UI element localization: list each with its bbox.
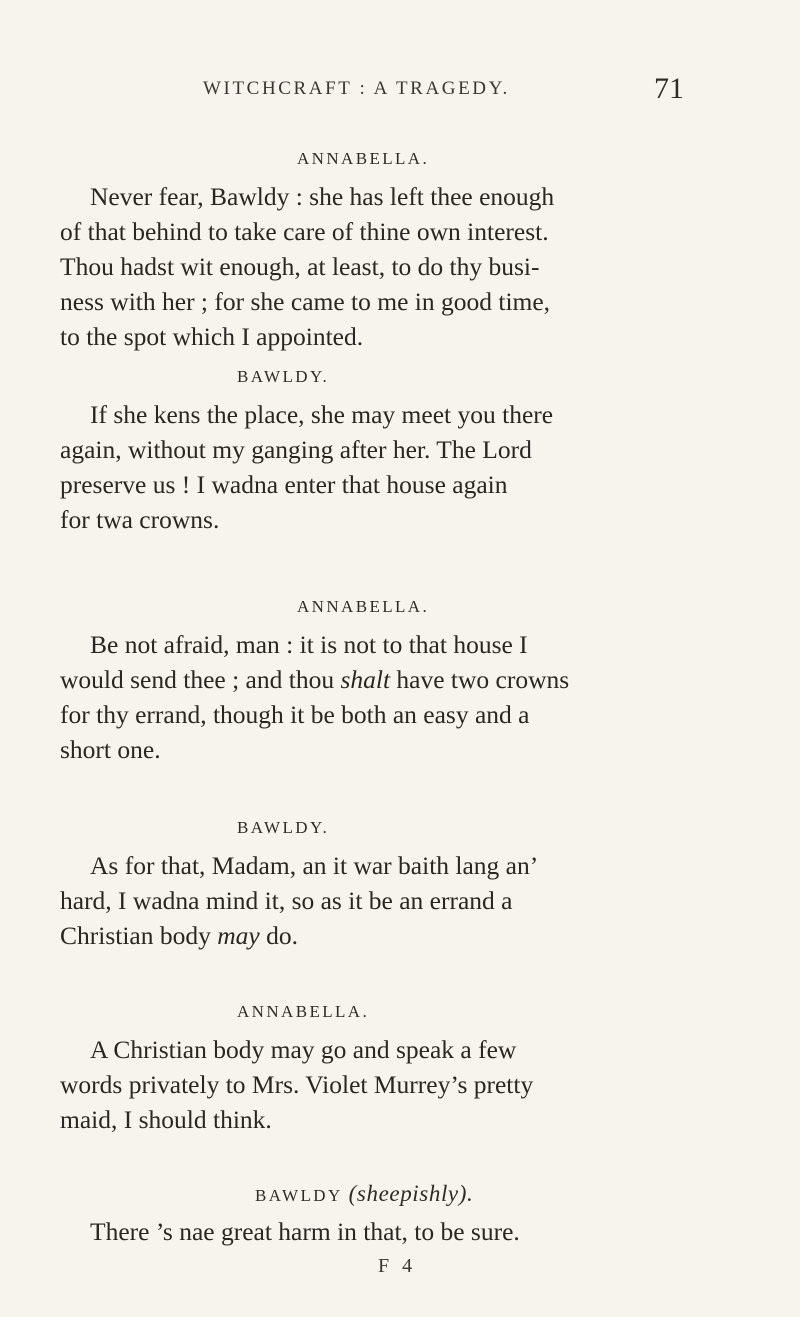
speech-line: Christian body may do. bbox=[60, 921, 298, 950]
speech-text bbox=[60, 179, 720, 354]
speaker-name: ANNABELLA. bbox=[297, 149, 430, 168]
speech-line: hard, I wadna mind it, so as it be an errand a bbox=[60, 886, 513, 915]
speech-line: for thy errand, though it be both an easy and a bbox=[60, 700, 530, 729]
speaker-name: BAWLDY bbox=[255, 1186, 343, 1205]
speech-line: short one. bbox=[60, 735, 161, 764]
speaker-name: ANNABELLA. bbox=[297, 597, 430, 616]
speech-line: to the spot which I appointed. bbox=[60, 322, 364, 351]
speech-line: words privately to Mrs. Violet Murrey’s pretty bbox=[60, 1070, 534, 1099]
speaker-name: BAWLDY. bbox=[237, 367, 330, 386]
speech-line: maid, I should think. bbox=[60, 1105, 272, 1134]
speech-block bbox=[60, 816, 720, 953]
speaker-line bbox=[60, 1182, 720, 1206]
speech-line: Never fear, Bawldy : she has left thee enough bbox=[90, 182, 555, 211]
signature-mark: F 4 bbox=[378, 1255, 417, 1277]
speech-line: If she kens the place, she may meet you there bbox=[90, 400, 554, 429]
emphasis: shalt bbox=[340, 665, 391, 694]
page-number: 71 bbox=[654, 72, 684, 105]
speech-line: ness with her ; for she came to me in good time, bbox=[60, 287, 551, 316]
speech-line: again, without my ganging after her. The Lord bbox=[60, 435, 532, 464]
speaker-name: BAWLDY. bbox=[237, 818, 330, 837]
speech-block bbox=[60, 1182, 720, 1249]
speech-line: Be not afraid, man : it is not to that house I bbox=[90, 630, 528, 659]
emphasis: may bbox=[217, 921, 260, 950]
speech-text bbox=[60, 848, 720, 953]
speech-block bbox=[60, 1000, 720, 1137]
speech-text bbox=[60, 1214, 720, 1249]
speech-line: There ’s nae great harm in that, to be sure. bbox=[90, 1217, 520, 1246]
speech-text bbox=[60, 627, 720, 767]
speech-line: for twa crowns. bbox=[60, 505, 220, 534]
speech-line: of that behind to take care of thine own interest. bbox=[60, 217, 549, 246]
speaker-name: ANNABELLA. bbox=[237, 1002, 370, 1021]
speech-block bbox=[60, 595, 720, 767]
speech-line: A Christian body may go and speak a few bbox=[90, 1035, 517, 1064]
stage-direction: (sheepishly). bbox=[348, 1181, 474, 1206]
speech-line: would send thee ; and thou shalt have two crowns bbox=[60, 665, 570, 694]
running-head: WITCHCRAFT : A TRAGEDY. bbox=[203, 78, 510, 99]
speech-line: As for that, Madam, an it war baith lang an’ bbox=[90, 851, 539, 880]
speech-block bbox=[60, 147, 720, 354]
speech-text bbox=[60, 1032, 720, 1137]
speech-line: preserve us ! I wadna enter that house again bbox=[60, 470, 508, 499]
speech-line: Thou hadst wit enough, at least, to do thy busi- bbox=[60, 252, 540, 281]
speech-block bbox=[60, 365, 720, 537]
speech-text bbox=[60, 397, 720, 537]
